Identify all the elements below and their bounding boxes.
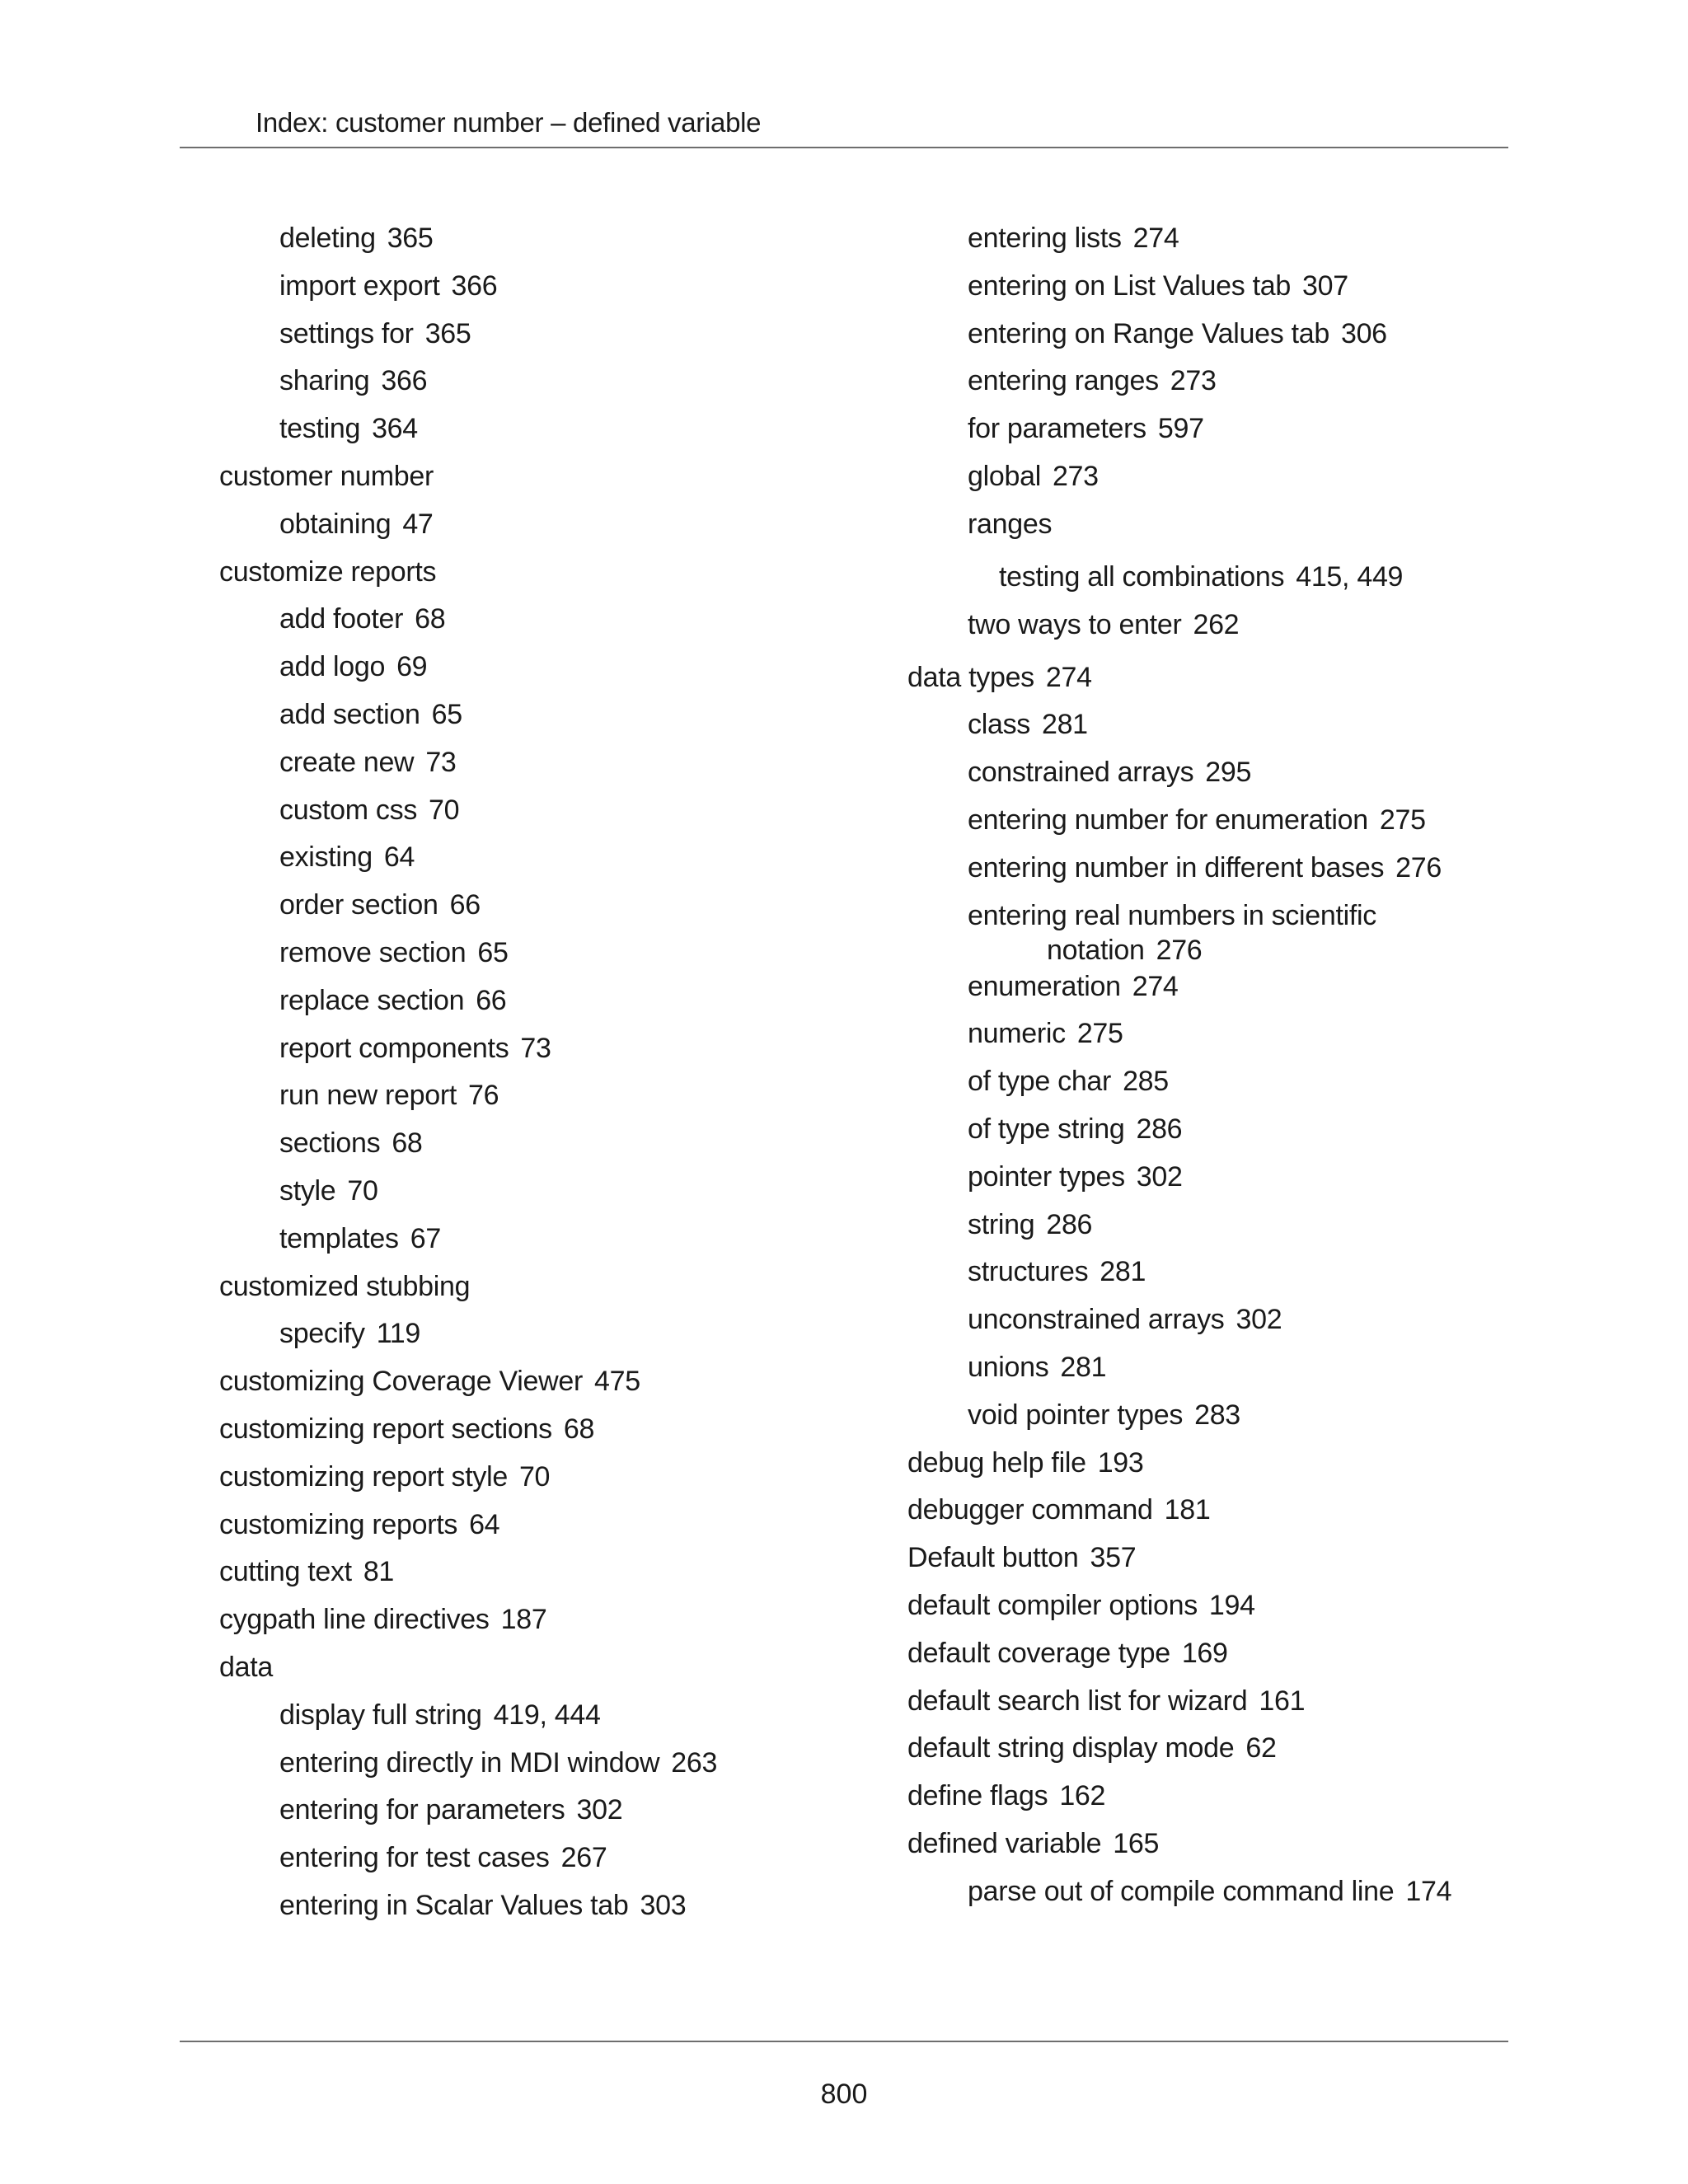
index-column-right xyxy=(907,221,1550,1922)
page-reference[interactable]: 161 xyxy=(1259,1685,1306,1717)
page-reference[interactable]: 364 xyxy=(372,413,418,445)
index-entry xyxy=(219,1698,862,1746)
index-term: existing xyxy=(279,841,373,874)
index-term: customized stubbing xyxy=(219,1270,471,1302)
page-reference[interactable]: 285 xyxy=(1123,1066,1169,1098)
index-entry xyxy=(219,1888,862,1936)
index-term: data types xyxy=(907,661,1034,693)
page-reference[interactable]: 66 xyxy=(476,984,507,1016)
index-term: cutting text xyxy=(219,1556,352,1588)
page-reference[interactable]: 276 xyxy=(1395,851,1442,883)
page-reference[interactable]: 283 xyxy=(1194,1399,1240,1431)
index-entry xyxy=(219,459,862,507)
index-entry xyxy=(219,1507,862,1555)
index-entry xyxy=(219,697,862,745)
index-term: entering ranges xyxy=(968,365,1159,397)
index-term: customize reports xyxy=(219,555,437,588)
index-entry xyxy=(219,1412,862,1460)
page-reference[interactable]: 70 xyxy=(429,794,460,826)
index-entry xyxy=(219,1078,862,1126)
page-reference[interactable]: 262 xyxy=(1193,608,1240,640)
index-entry xyxy=(219,649,862,697)
index-term: display full string xyxy=(279,1699,482,1731)
index-term: parse out of compile command line xyxy=(968,1875,1395,1907)
index-entry xyxy=(907,1064,1550,1112)
index-term: default search list for wizard xyxy=(907,1685,1248,1717)
index-term: customizing report style xyxy=(219,1460,508,1493)
index-entry xyxy=(907,1302,1550,1350)
page-reference[interactable]: 302 xyxy=(1136,1160,1183,1193)
page-reference[interactable]: 47 xyxy=(402,508,434,540)
page-number: 800 xyxy=(820,2079,868,2110)
index-entry xyxy=(219,411,862,459)
index-term: entering in Scalar Values tab xyxy=(279,1889,629,1921)
index-term: cygpath line directives xyxy=(219,1604,490,1636)
index-entry xyxy=(219,1793,862,1840)
index-term: unions xyxy=(968,1351,1049,1383)
index-entry xyxy=(907,1874,1550,1922)
index-term: class xyxy=(968,709,1030,741)
index-entry xyxy=(907,851,1550,898)
index-entry xyxy=(907,1636,1550,1684)
index-entry xyxy=(219,269,862,316)
page-reference[interactable]: 66 xyxy=(449,889,481,921)
index-entry xyxy=(907,221,1550,269)
page-reference[interactable]: 69 xyxy=(396,651,428,683)
index-entry xyxy=(219,1460,862,1507)
index-term: define flags xyxy=(907,1780,1048,1812)
index-term: debug help file xyxy=(907,1446,1086,1479)
index-entry xyxy=(219,1746,862,1793)
index-term: custom css xyxy=(279,794,418,826)
index-term: sharing xyxy=(279,365,370,397)
index-entry xyxy=(219,1126,862,1174)
index-entry xyxy=(907,1207,1550,1255)
index-term: create new xyxy=(279,746,415,778)
page-reference[interactable]: 68 xyxy=(563,1413,595,1445)
page-reference[interactable]: 597 xyxy=(1157,413,1204,445)
index-term: entering real numbers in scientific xyxy=(968,899,1376,931)
page-reference[interactable]: 302 xyxy=(576,1794,623,1826)
index-term: debugger command xyxy=(907,1494,1153,1526)
page-reference[interactable]: 174 xyxy=(1405,1875,1452,1907)
header-rule xyxy=(180,147,1508,148)
index-entry xyxy=(907,1540,1550,1588)
index-term: specify xyxy=(279,1318,365,1350)
index-term: add footer xyxy=(279,603,404,635)
page-reference[interactable]: 303 xyxy=(640,1889,687,1921)
index-term: customer number xyxy=(219,460,434,492)
index-entry xyxy=(219,507,862,555)
page-reference[interactable]: 273 xyxy=(1170,365,1217,397)
index-term: void pointer types xyxy=(968,1399,1184,1431)
index-term: testing xyxy=(279,413,361,445)
index-entry xyxy=(907,411,1550,459)
page-reference[interactable]: 65 xyxy=(477,936,509,968)
index-entry xyxy=(907,1160,1550,1207)
page-reference[interactable]: 119 xyxy=(376,1318,421,1350)
running-head: Index: customer number – defined variable xyxy=(256,107,762,138)
page-reference[interactable]: 306 xyxy=(1340,317,1387,349)
index-entry xyxy=(907,1493,1550,1540)
index-entry xyxy=(907,1112,1550,1160)
index-entry xyxy=(219,1650,862,1698)
page-reference[interactable]: 273 xyxy=(1052,460,1099,492)
page-reference[interactable]: 194 xyxy=(1208,1589,1255,1621)
index-term: defined variable xyxy=(907,1827,1102,1859)
page-reference[interactable]: 267 xyxy=(560,1842,607,1874)
index-term: add section xyxy=(279,698,420,730)
index-term: entering number for enumeration xyxy=(968,804,1368,836)
index-entry xyxy=(907,1588,1550,1636)
index-entry xyxy=(219,745,862,793)
page-reference[interactable]: 275 xyxy=(1379,804,1426,836)
index-entry xyxy=(907,969,1550,1017)
page-reference[interactable]: 415, 449 xyxy=(1296,560,1404,593)
page-reference[interactable]: 73 xyxy=(425,746,457,778)
page-reference[interactable]: 62 xyxy=(1245,1732,1277,1765)
index-entry xyxy=(219,602,862,649)
index-entry xyxy=(907,1446,1550,1493)
index-term-continuation xyxy=(968,933,1550,968)
page-reference[interactable]: 365 xyxy=(387,223,434,254)
page-reference[interactable]: 70 xyxy=(518,1460,551,1493)
index-term: import export xyxy=(279,269,440,302)
index-term: customizing report sections xyxy=(219,1413,552,1445)
index-entry xyxy=(907,1016,1550,1064)
index-term: structures xyxy=(968,1256,1089,1288)
index-entry xyxy=(907,1398,1550,1446)
page-reference[interactable]: 274 xyxy=(1045,661,1092,693)
index-term: sections xyxy=(279,1127,381,1160)
page-reference[interactable]: 302 xyxy=(1236,1304,1282,1336)
index-entry xyxy=(907,1684,1550,1732)
page-reference[interactable]: 275 xyxy=(1076,1018,1123,1050)
index-term: pointer types xyxy=(968,1160,1125,1193)
page-reference[interactable]: 73 xyxy=(520,1032,551,1064)
index-entry xyxy=(219,983,862,1031)
index-entry xyxy=(219,840,862,888)
index-term: Default button xyxy=(907,1542,1079,1574)
page-reference[interactable]: 81 xyxy=(363,1556,395,1588)
page-reference[interactable]: 366 xyxy=(381,365,428,397)
index-term: data xyxy=(219,1651,273,1683)
index-term: default coverage type xyxy=(907,1637,1170,1669)
index-entry xyxy=(907,707,1550,755)
index-term: numeric xyxy=(968,1018,1066,1050)
index-term: customizing Coverage Viewer xyxy=(219,1366,584,1398)
index-term: deleting xyxy=(279,223,376,254)
page-reference[interactable]: 193 xyxy=(1097,1446,1144,1479)
index-term: string xyxy=(968,1208,1035,1240)
page-reference[interactable]: 276 xyxy=(1156,934,1203,966)
index-entry xyxy=(907,316,1550,364)
index-term: customizing reports xyxy=(219,1508,458,1540)
page-reference[interactable]: 181 xyxy=(1164,1494,1211,1526)
index-term: entering for parameters xyxy=(279,1794,565,1826)
index-entry xyxy=(219,1364,862,1412)
index-term: enumeration xyxy=(968,970,1121,1002)
index-entry xyxy=(907,1826,1550,1874)
index-entry xyxy=(219,793,862,841)
index-term: replace section xyxy=(279,984,465,1016)
index-entry xyxy=(907,1731,1550,1779)
index-entry xyxy=(907,1254,1550,1302)
page-reference[interactable]: 286 xyxy=(1136,1113,1183,1145)
index-term: obtaining xyxy=(279,508,392,540)
page-reference[interactable]: 286 xyxy=(1046,1208,1093,1240)
index-term: default string display mode xyxy=(907,1732,1235,1765)
index-entry xyxy=(219,1221,862,1269)
page-reference[interactable]: 357 xyxy=(1090,1542,1137,1574)
index-term: unconstrained arrays xyxy=(968,1304,1225,1336)
index-term: run new report xyxy=(279,1080,457,1112)
page-reference[interactable]: 281 xyxy=(1060,1351,1107,1383)
page-reference[interactable]: 281 xyxy=(1100,1256,1146,1288)
footer-rule xyxy=(180,2041,1508,2042)
index-term: entering on List Values tab xyxy=(968,269,1291,302)
index-entry xyxy=(219,363,862,411)
index-term: templates xyxy=(279,1222,399,1254)
page-reference[interactable]: 162 xyxy=(1059,1780,1106,1812)
index-term: add logo xyxy=(279,651,386,683)
index-entry xyxy=(219,1269,862,1317)
index-term: of type char xyxy=(968,1066,1112,1098)
index-entry xyxy=(219,1602,862,1650)
index-term: constrained arrays xyxy=(968,757,1194,789)
index-entry xyxy=(219,555,862,602)
index-entry xyxy=(907,607,1550,660)
index-entry xyxy=(907,803,1550,851)
index-term: global xyxy=(968,460,1041,492)
index-entry xyxy=(219,1316,862,1364)
index-entry xyxy=(219,316,862,364)
index-term: of type string xyxy=(968,1113,1125,1145)
page-reference[interactable]: 169 xyxy=(1181,1637,1228,1669)
page-reference[interactable]: 274 xyxy=(1132,970,1179,1002)
page-reference[interactable]: 274 xyxy=(1132,223,1179,254)
index-term: settings for xyxy=(279,317,414,349)
index-entry xyxy=(907,660,1550,708)
index-entry xyxy=(907,269,1550,316)
page-reference[interactable]: 65 xyxy=(431,698,462,730)
page-reference[interactable]: 68 xyxy=(392,1127,423,1160)
index-entry xyxy=(907,555,1550,607)
page-reference[interactable]: 475 xyxy=(594,1366,640,1398)
index-term: testing all combinations xyxy=(999,560,1285,593)
page-reference[interactable]: 366 xyxy=(451,269,498,302)
index-term: style xyxy=(279,1174,336,1207)
index-term: entering lists xyxy=(968,223,1122,254)
index-entry xyxy=(219,221,862,269)
index-term: entering for test cases xyxy=(279,1842,550,1874)
page-reference[interactable]: 70 xyxy=(347,1174,378,1207)
index-term: entering directly in MDI window xyxy=(279,1746,660,1779)
page-reference[interactable]: 281 xyxy=(1041,709,1088,741)
index-term: order section xyxy=(279,889,438,921)
index-entry xyxy=(219,1031,862,1079)
continuation-text: notation xyxy=(1047,934,1145,966)
index-entry xyxy=(219,1554,862,1602)
index-term: default compiler options xyxy=(907,1589,1198,1621)
index-column-left xyxy=(219,221,862,1936)
page-reference[interactable]: 295 xyxy=(1205,757,1252,789)
page-reference[interactable]: 365 xyxy=(424,317,471,349)
index-term: remove section xyxy=(279,936,467,968)
page-reference[interactable]: 76 xyxy=(468,1080,499,1112)
page-reference[interactable]: 64 xyxy=(383,841,415,874)
index-entry xyxy=(219,935,862,983)
page-reference[interactable]: 67 xyxy=(410,1222,441,1254)
page-reference[interactable]: 263 xyxy=(671,1746,718,1779)
page-reference[interactable]: 307 xyxy=(1301,269,1348,302)
index-entry xyxy=(907,1779,1550,1826)
index-entry xyxy=(219,888,862,935)
page-reference[interactable]: 68 xyxy=(415,603,446,635)
index-entry xyxy=(907,1350,1550,1398)
page-reference[interactable]: 419, 444 xyxy=(493,1699,601,1731)
index-term: entering number in different bases xyxy=(968,851,1385,883)
index-entry xyxy=(219,1174,862,1221)
index-term: entering on Range Values tab xyxy=(968,317,1329,349)
page-reference[interactable]: 187 xyxy=(500,1604,547,1636)
index-term: two ways to enter xyxy=(968,608,1182,640)
index-term: ranges xyxy=(968,508,1053,540)
index-entry xyxy=(907,755,1550,803)
index-entry xyxy=(907,898,1550,969)
index-entry xyxy=(907,507,1550,555)
index-entry xyxy=(907,363,1550,411)
index-entry xyxy=(219,1840,862,1888)
index-entry xyxy=(907,459,1550,507)
page-reference[interactable]: 165 xyxy=(1113,1827,1160,1859)
page-reference[interactable]: 64 xyxy=(469,1508,500,1540)
index-term: for parameters xyxy=(968,413,1146,445)
index-term: report components xyxy=(279,1032,509,1064)
